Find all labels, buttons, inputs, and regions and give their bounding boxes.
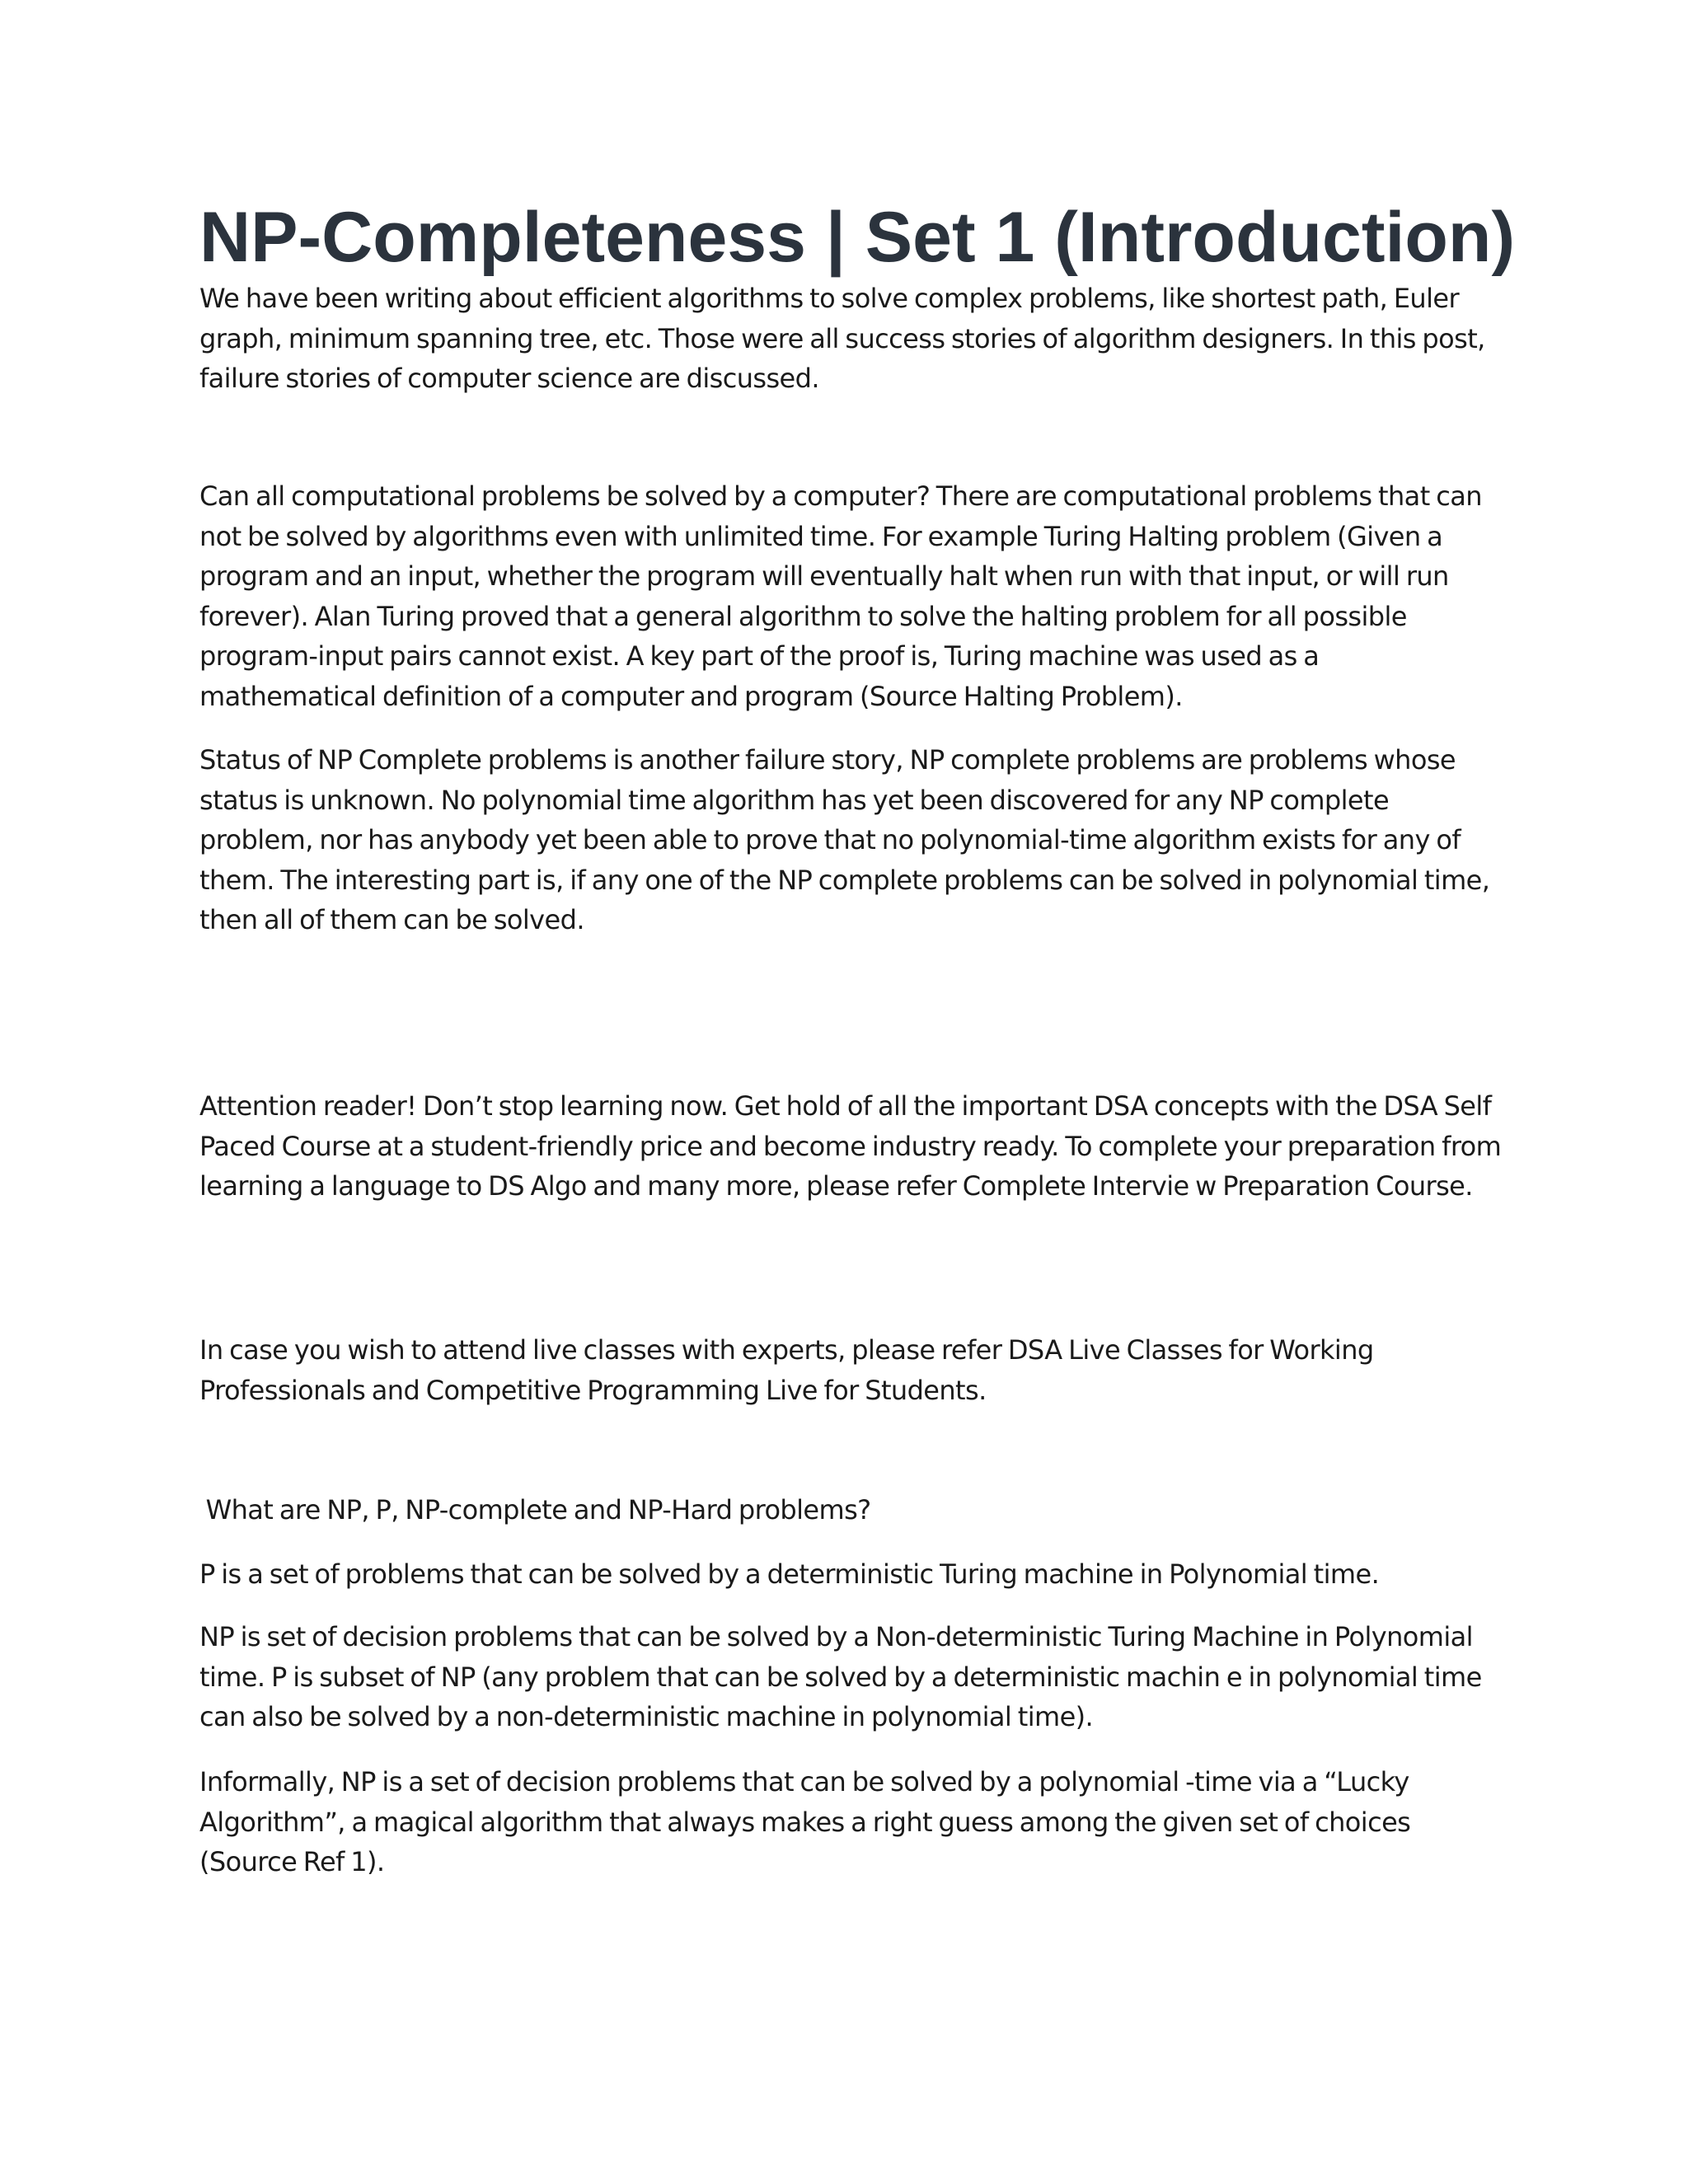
intro-paragraph: We have been writing about efficient algorithms to solve complex problems, like shortest path, Euler graph, minimum spanning tree, etc. Those were all success stories of algorithm designers. In this post, failure stories of computer science are discussed. [199, 283, 1485, 394]
lucky-algorithm-paragraph: Informally, NP is a set of decision problems that can be solved by a polynomial -time via a “Lucky Algorithm”, a magical algorithm that always makes a right guess among the given set of choices (Source Ref 1). [199, 1766, 1411, 1877]
p-definition-paragraph: P is a set of problems that can be solved by a deterministic Turing machine in Polynomial time. [199, 1558, 1380, 1590]
np-definition-paragraph: NP is set of decision problems that can be solved by a Non-deterministic Turing Machine in Polynomial time. P is subset of NP (any problem that can be solved by a deterministic machin e in polynomial time can also be solved by a non-deterministic machine in polynomial time). [199, 1621, 1482, 1732]
section-question-heading: What are NP, P, NP-complete and NP-Hard problems? [199, 1494, 871, 1526]
page-title: NP-Completeness | Set 1 (Introduction) [199, 198, 1516, 277]
attention-reader-paragraph: Attention reader! Don’t stop learning now. Get hold of all the important DSA concepts with the DSA Self Paced Course at a student-friendly price and become industry ready. To complete your preparation from learning a language to DS Algo and many more, please refer Complete Intervie w Preparation Course. [199, 1090, 1502, 1202]
np-complete-status-paragraph: Status of NP Complete problems is another failure story, NP complete problems are problems whose status is unknown. No polynomial time algorithm has yet been discovered for any NP complete problem, nor has anybody yet been able to prove that no polynomial-time algorithm exists for any of them. The interesting part is, if any one of the NP complete problems can be solved in polynomial time, then all of them can be solved. [199, 744, 1490, 935]
live-classes-paragraph: In case you wish to attend live classes with experts, please refer DSA Live Classes for Working Professionals and Competitive Programming Live for Students. [199, 1334, 1374, 1406]
halting-problem-paragraph: Can all computational problems be solved by a computer? There are computational problems that can not be solved by algorithms even with unlimited time. For example Turing Halting problem (Given a program and an input, whether the program will eventually halt when run with that input, or will run forever). Alan Turing proved that a general algorithm to solve the halting problem for all possible program-input pairs cannot exist. A key part of the proof is, Turing machine was used as a mathematical definition of a computer and program (Source Halting Problem). [199, 480, 1482, 712]
